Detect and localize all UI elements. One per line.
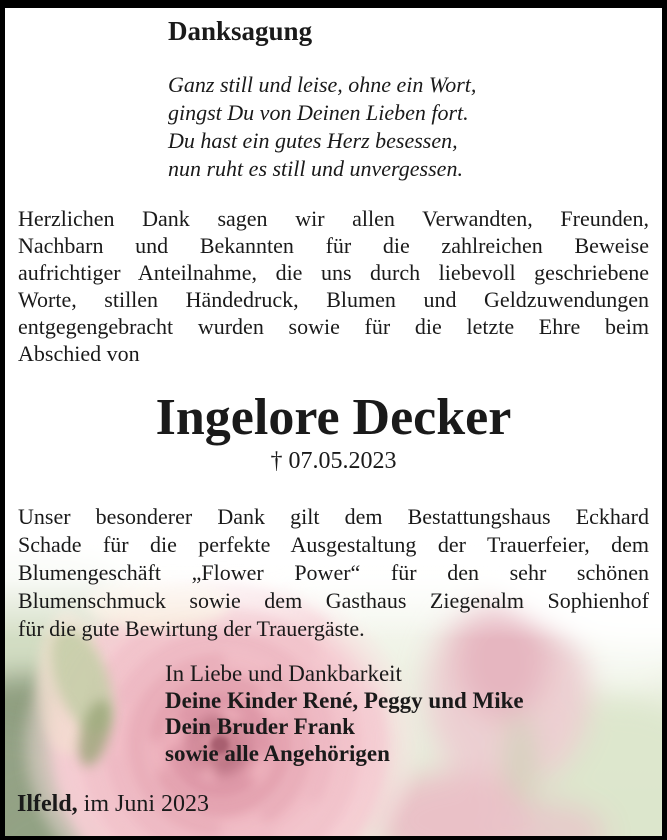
text-line: Ganz still und leise, ohne ein Wort, (168, 72, 477, 97)
closing-block (165, 661, 524, 767)
death-date: † 07.05.2023 (270, 448, 397, 474)
date-text: im Juni 2023 (77, 791, 210, 817)
text-line: nun ruht es still und unvergessen. (168, 156, 463, 181)
memorial-poem (168, 71, 476, 183)
text-line: Worte, stillen Händedruck, Blumen und Geldzuwendungen (18, 287, 649, 312)
text-line: Blumenschmuck sowie dem Gasthaus Ziegenalm Sophienhof (18, 588, 649, 613)
text-line: Schade für die perfekte Ausgestaltung der Trauerfeier, dem (18, 532, 649, 557)
deceased-name: Ingelore Decker (155, 389, 512, 446)
page-title: Danksagung (168, 16, 313, 46)
place-and-date (17, 790, 209, 818)
special-thanks-paragraph (18, 503, 649, 643)
text-line: entgegengebracht wurden sowie für die letzte Ehre beim (18, 314, 649, 339)
text-line: für die gute Bewirtung der Trauergäste. (18, 616, 365, 641)
text-line: Blumengeschäft „Flower Power“ für den sehr schönen (18, 560, 649, 585)
text-line: Deine Kinder René, Peggy und Mike (165, 687, 524, 713)
text-line: gingst Du von Deinen Lieben fort. (168, 100, 469, 125)
text-line: Nachbarn und Bekannten für die zahlreichen Beweise (18, 233, 649, 258)
place-name: Ilfeld, (17, 791, 78, 817)
mourners-list (165, 688, 524, 768)
text-line: aufrichtiger Anteilnahme, die uns durch liebevoll geschriebene (18, 260, 649, 285)
text-line: Herzlichen Dank sagen wir allen Verwandten, Freunden, (18, 206, 649, 231)
text-line: Dein Bruder Frank (165, 714, 355, 739)
text-line: Du hast ein gutes Herz besessen, (168, 128, 458, 153)
thanks-paragraph (18, 205, 649, 367)
text-line: sowie alle Angehörigen (165, 740, 390, 766)
text-line: Unser besonderer Dank gilt dem Bestattungshaus Eckhard (18, 504, 649, 529)
text-line: Abschied von (18, 341, 140, 366)
closing-intro: In Liebe und Dankbarkeit (165, 661, 402, 686)
